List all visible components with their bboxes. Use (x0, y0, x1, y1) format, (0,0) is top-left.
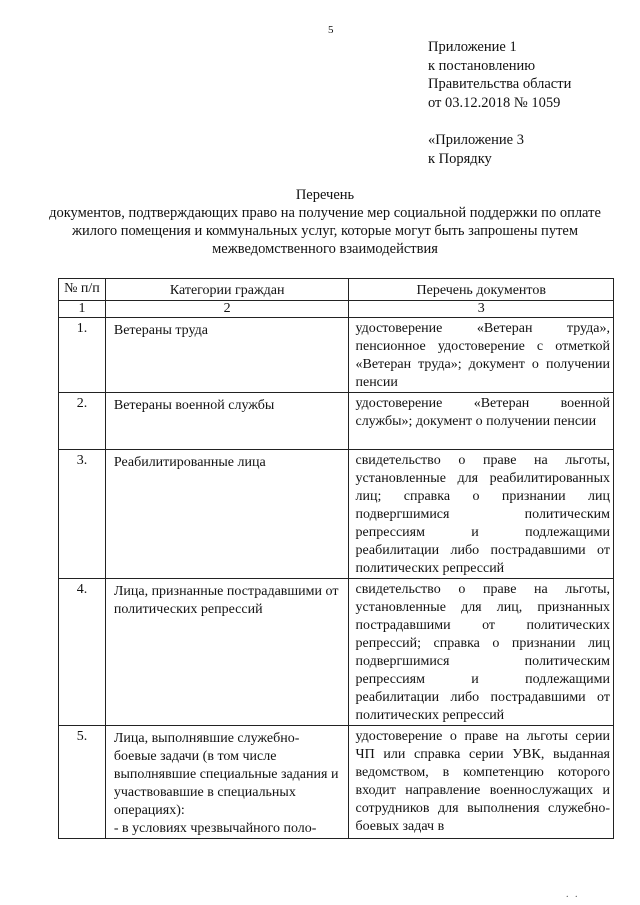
row-category: Лица, признанные пострадавшими от политических репрессий (105, 579, 349, 726)
table-row (59, 579, 614, 726)
row-category: Реабилитированные лица (105, 450, 349, 579)
table-header-row (59, 279, 614, 301)
appendix-line: «Приложение 3 (428, 132, 524, 148)
row-category-subitem: - в условиях чрезвычайного поло- (113, 821, 317, 836)
document-heading (40, 186, 610, 258)
row-number: 2. (59, 393, 106, 450)
appendix-block (428, 38, 571, 168)
row-documents: свидетельство о праве на льготы, установленные для реабилитированных лиц; справка о признании лиц подвергшимися политическим репрессиям и подлежащими реабилитации либо пострадавшими от политических репрессий (349, 450, 614, 579)
appendix-line: Правительства области (428, 76, 572, 92)
row-category: Ветераны труда (105, 318, 349, 393)
table-row (59, 450, 614, 579)
row-number: 1. (59, 318, 106, 393)
index-cell: 1 (59, 301, 106, 318)
table-index-row (59, 301, 614, 318)
table-row (59, 393, 614, 450)
documents-table (58, 278, 614, 839)
row-documents: удостоверение «Ветеран военной службы»; документ о получении пенсии (349, 393, 614, 450)
row-number: 5. (59, 726, 106, 839)
index-cell: 3 (349, 301, 614, 318)
header-number: № п/п (59, 279, 106, 301)
index-cell: 2 (105, 301, 349, 318)
page-number: 5 (328, 24, 334, 36)
header-category: Категории граждан (105, 279, 349, 301)
table-row (59, 318, 614, 393)
scan-mark: . . (566, 889, 580, 900)
appendix-line: к Порядку (428, 150, 492, 167)
document-subtitle: документов, подтверждающих право на получение мер социальной поддержки по оплате жилого помещения и коммунальных услуг, которые могут быть запрошены путем межведомственного взаимодействия (49, 205, 601, 257)
header-documents: Перечень документов (349, 279, 614, 301)
row-number: 3. (59, 450, 106, 579)
appendix-line: от 03.12.2018 № 1059 (428, 94, 561, 111)
row-documents: удостоверение о праве на льготы серии ЧП или справка серии УВК, выданная ведомством, в компетенцию которого входит направление военнослужащих и сотрудников для выполнения служебно-боевых задач в (349, 726, 614, 839)
appendix-line: Приложение 1 (428, 39, 517, 55)
row-category: Ветераны военной службы (105, 393, 349, 450)
row-documents: удостоверение «Ветеран труда», пенсионное удостоверение с отметкой «Ветеран труда»; документ о получении пенсии (349, 318, 614, 393)
row-number: 4. (59, 579, 106, 726)
row-category (105, 726, 349, 839)
table-row (59, 726, 614, 839)
row-category-text: Лица, выполнявшие служебно-боевые задачи (в том числе выполнявшие специальные задания и участвовавшие в специальных операциях): (113, 731, 339, 818)
appendix-line: к постановлению (428, 57, 536, 74)
row-documents: свидетельство о праве на льготы, установленные для лиц, признанных пострадавшими от политических репрессий; справка о признании лиц подвергшимися политическим репрессиям и подлежащими реабилитации либо пострадавшими от политических репрессий (349, 579, 614, 726)
document-title: Перечень (295, 187, 355, 203)
